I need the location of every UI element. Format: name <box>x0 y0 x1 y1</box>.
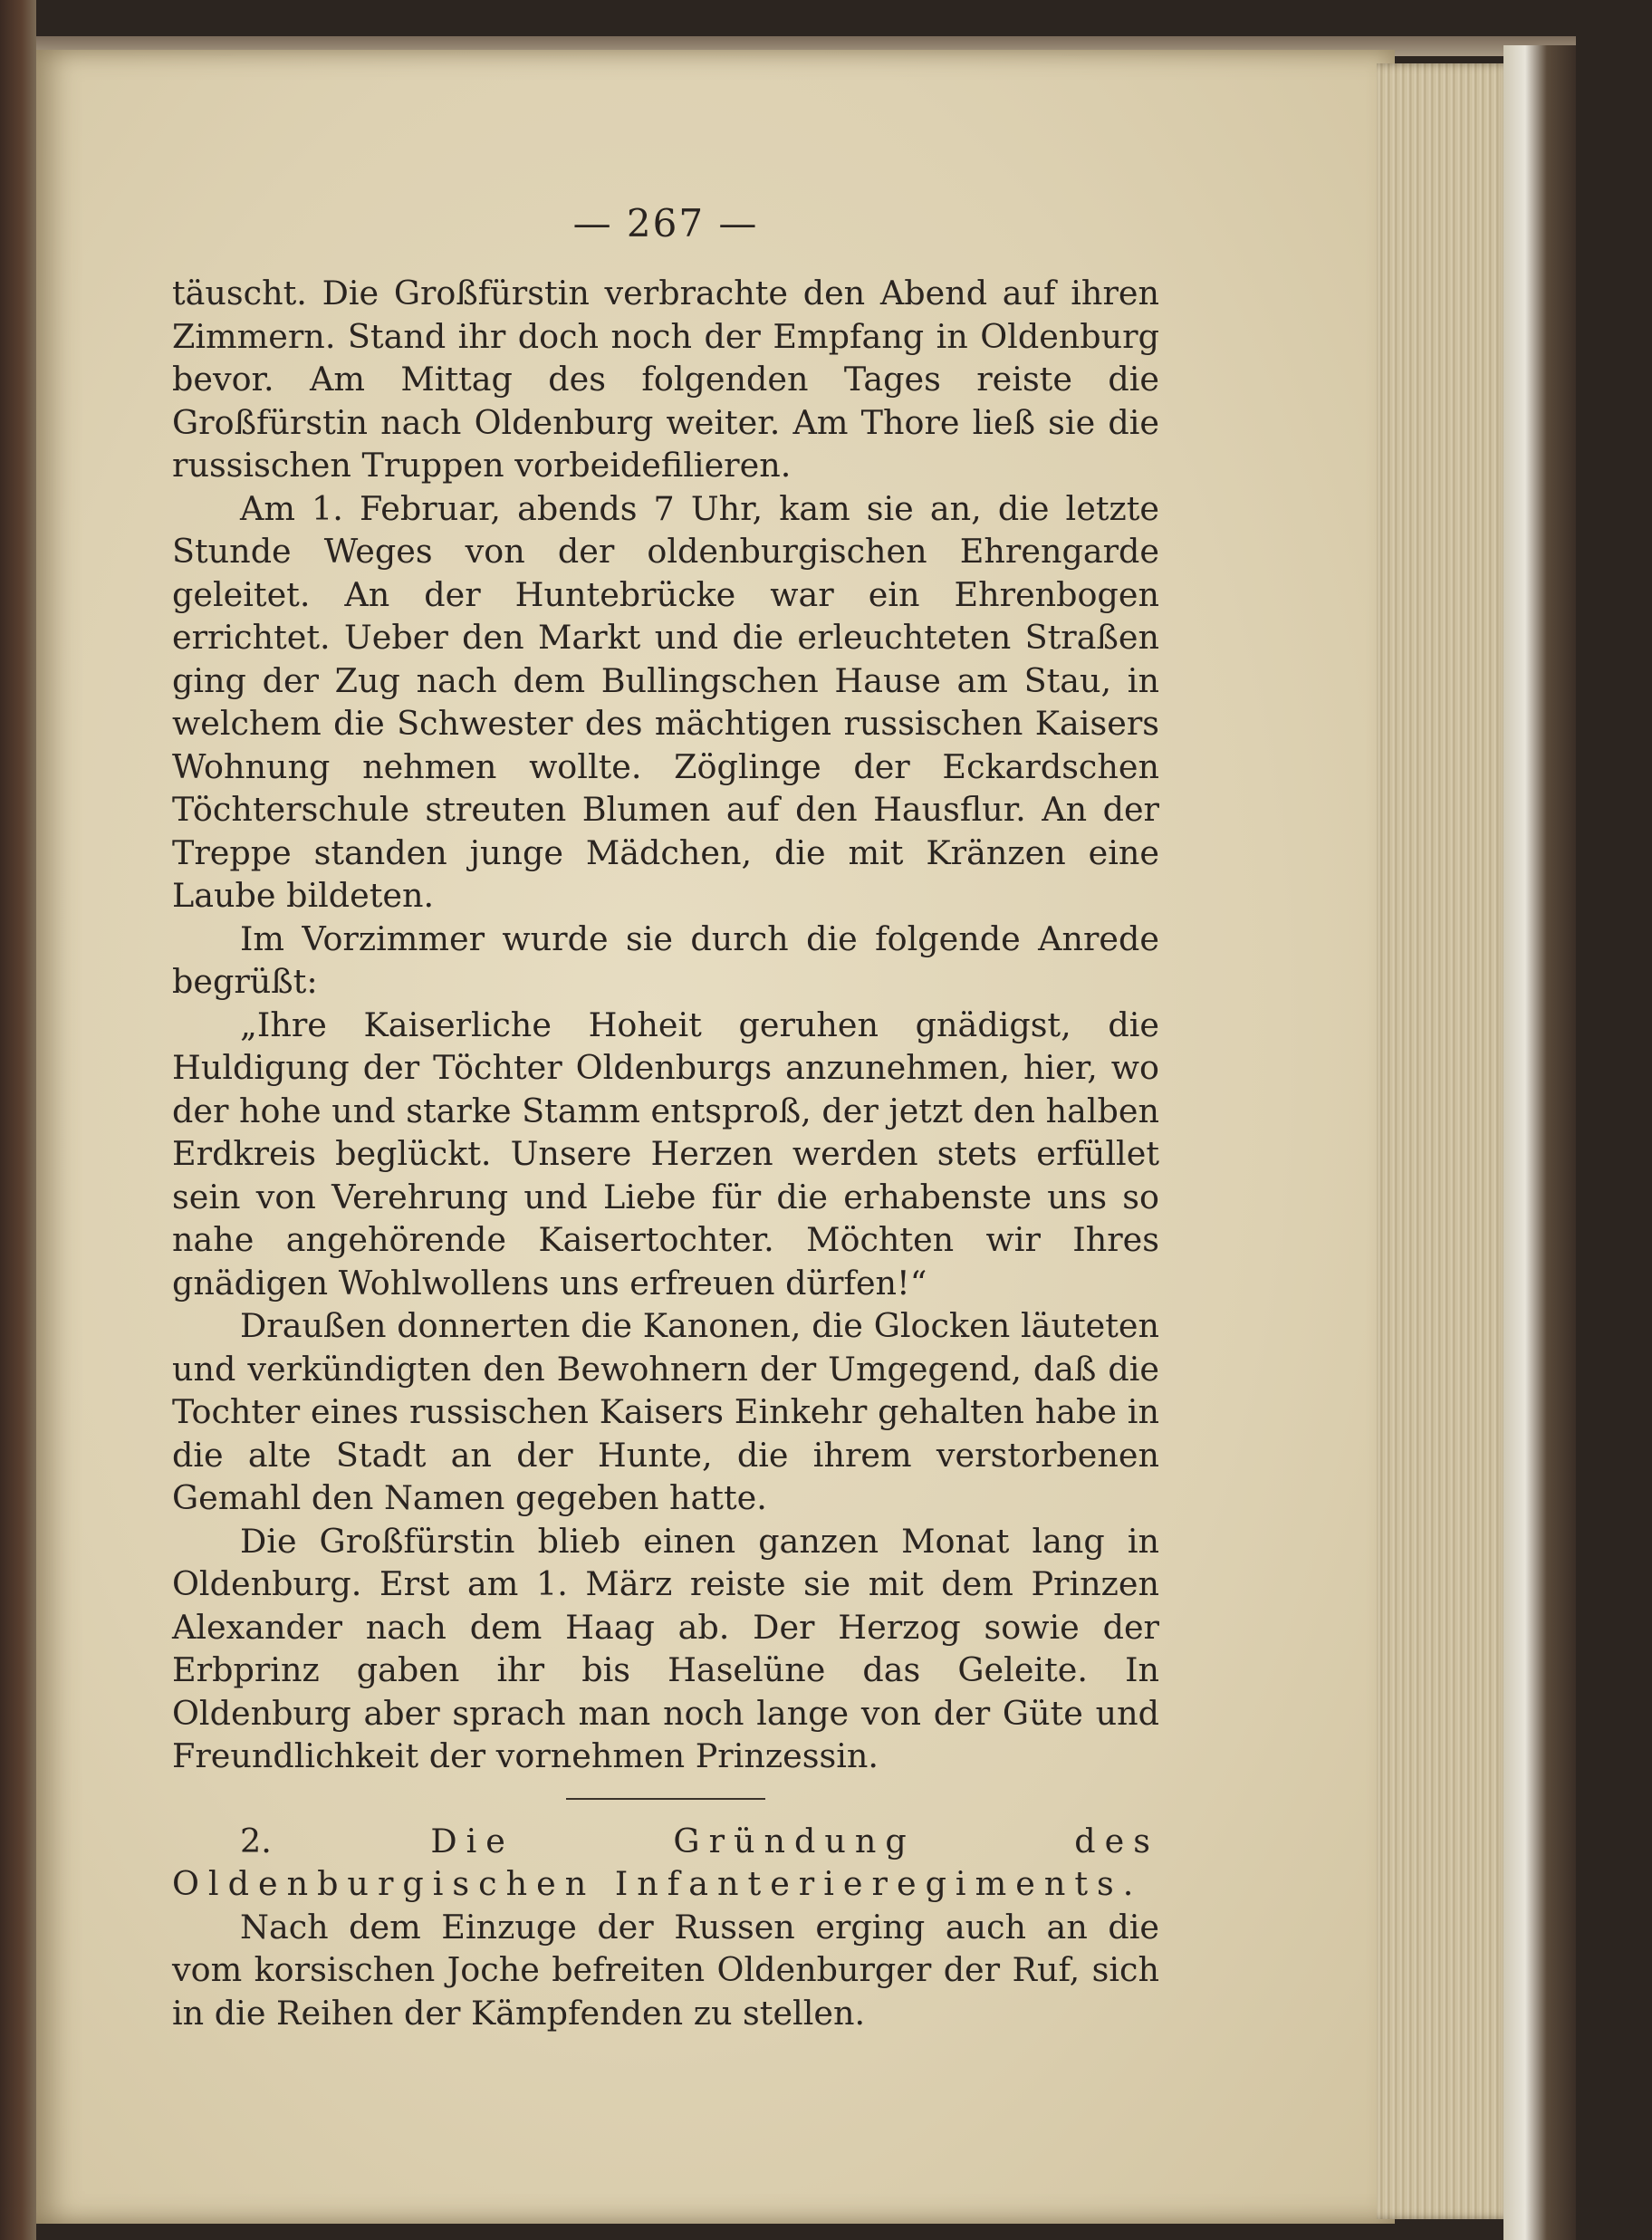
body-text <box>172 272 1159 2034</box>
quoted-address: „Ihre Kaiserliche Hoheit geruhen gnädigst, die Huldigung der Töchter Oldenburgs anzunehmen, hier, wo der hohe und starke Stamm entsproß, der jetzt den halben Erdkreis beglückt. Unsere Herzen werden stets erfüllet sein von Verehrung und Liebe für die erhabenste uns so nahe angehörende Kaisertochter. Möchten wir Ihres gnädigen Wohlwollens uns erfreuen dürfen!“ <box>172 1005 1159 1303</box>
section-divider <box>566 1798 765 1800</box>
paragraph: Draußen donnerten die Kanonen, die Glocken läuteten und verkündigten den Bewohnern der Umgegend, daß die Tochter eines russischen Kaisers Einkehr gehalten habe in die alte Stadt an der Hunte, die ihrem verstorbenen Gemahl den Namen gegeben hatte. <box>172 1306 1159 1517</box>
section-title: Die Gründung des Oldenburgischen Infanterieregiments. <box>172 1821 1159 1903</box>
paragraph: Nach dem Einzuge der Russen erging auch an die vom korsischen Joche befreiten Oldenburger der Ruf, sich in die Reihen der Kämpfenden zu stellen. <box>172 1907 1159 2033</box>
paragraph: Im Vorzimmer wurde sie durch die folgende Anrede begrüßt: <box>172 918 1159 1001</box>
paragraph: täuscht. Die Großfürstin verbrachte den Abend auf ihren Zimmern. Stand ihr doch noch der Empfang in Oldenburg bevor. Am Mittag des folgenden Tages reiste die Großfürstin nach Oldenburg weiter. Am Thore ließ sie die russischen Truppen vorbeidefilieren. <box>172 274 1159 485</box>
book-binding-right <box>1503 45 1576 2240</box>
paragraph: Die Großfürstin blieb einen ganzen Monat lang in Oldenburg. Erst am 1. März reiste sie mit dem Prinzen Alexander nach dem Haag ab. Der Herzog sowie der Erbprinz gaben ihr bis Haselüne das Geleite. In Oldenburg aber sprach man noch lange von der Güte und Freundlichkeit der vornehmen Prinzessin. <box>172 1521 1159 1775</box>
page-number: — 267 — <box>572 201 759 245</box>
book-cover-left <box>0 0 36 2240</box>
page-edges <box>1377 63 1513 2219</box>
section-number: 2. <box>240 1821 272 1860</box>
section-heading <box>172 1820 1159 1906</box>
paragraph: Am 1. Februar, abends 7 Uhr, kam sie an, die letzte Stunde Weges von der oldenburgischen Ehrengarde geleitet. An der Huntebrücke war ein Ehrenbogen errichtet. Ueber den Markt und die erleuchteten Straßen ging der Zug nach dem Bullingschen Hause am Stau, in welchem die Schwester des mächtigen russischen Kaisers Wohnung nehmen wollte. Zöglinge der Eckardschen Töchterschule streuten Blumen auf den Hausflur. An der Treppe standen junge Mädchen, die mit Kränzen eine Laube bildeten. <box>172 488 1159 915</box>
